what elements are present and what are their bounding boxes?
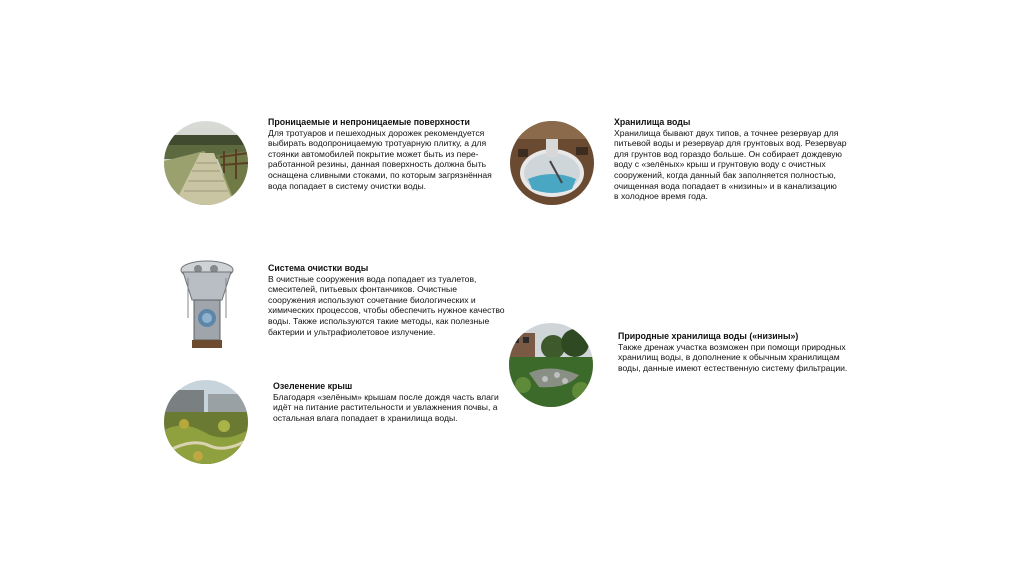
- section-text: Также дренаж участка возможен при помощи природных хранилищ воды, в дополнение к обычным хранилищам воды, данные имеют естественную систему фильтрации.: [618, 341, 848, 373]
- section-text: В очистные сооружения вода попадает из туалетов, смесителей, питьевых фонтанчиков. Очистные сооружения используют сочетание биологических и химических процессов, чтобы обеспечить нужное качество воды. Также используются такие методы, как полезные бактерии и ультрафиолетовое излучение.: [268, 273, 505, 337]
- treatment-unit-image: [178, 258, 236, 350]
- section-text: Благодаря «зелёным» крышам после дождя часть влаги идёт на питание растительности и увлажнения почвы, а остальная влага попадает в хранилища воды.: [273, 391, 499, 423]
- paved-path-photo: [164, 121, 248, 205]
- water-tank-photo: [510, 121, 594, 205]
- section-title: Природные хранилища воды («низины»): [618, 331, 799, 341]
- section-title: Система очистки воды: [268, 263, 369, 273]
- section-text: Хранилища бывают двух типов, а точнее резервуар для питьевой воды и резервуар для грунтовых вод. Резервуар для грунтов вод гораздо больше. Он собирает дождевую воду с «зелёных» крыш и грунтовую воду с очистных сооружений, когда данный бак заполняется полностью, очищенная вода попадает в «низины» и в канализацию в холодное время года.: [614, 127, 847, 202]
- section-title: Проницаемые и непроницаемые поверхности: [268, 117, 470, 127]
- section-text: Для тротуаров и пешеходных дорожек рекомендуется выбирать водопроницаемую тротуарную плитку, а для стоянки автомобилей покрытие может быть из пере- работанной резины, данная поверхность должна быть оснащена сливными стоками, по которым загрязнённая вода попадает в систему очистки воды.: [268, 127, 492, 191]
- section-title: Хранилища воды: [614, 117, 691, 127]
- section-title: Озеленение крыш: [273, 381, 353, 391]
- natural-pond-photo: [509, 323, 593, 407]
- green-roof-photo: [164, 380, 248, 464]
